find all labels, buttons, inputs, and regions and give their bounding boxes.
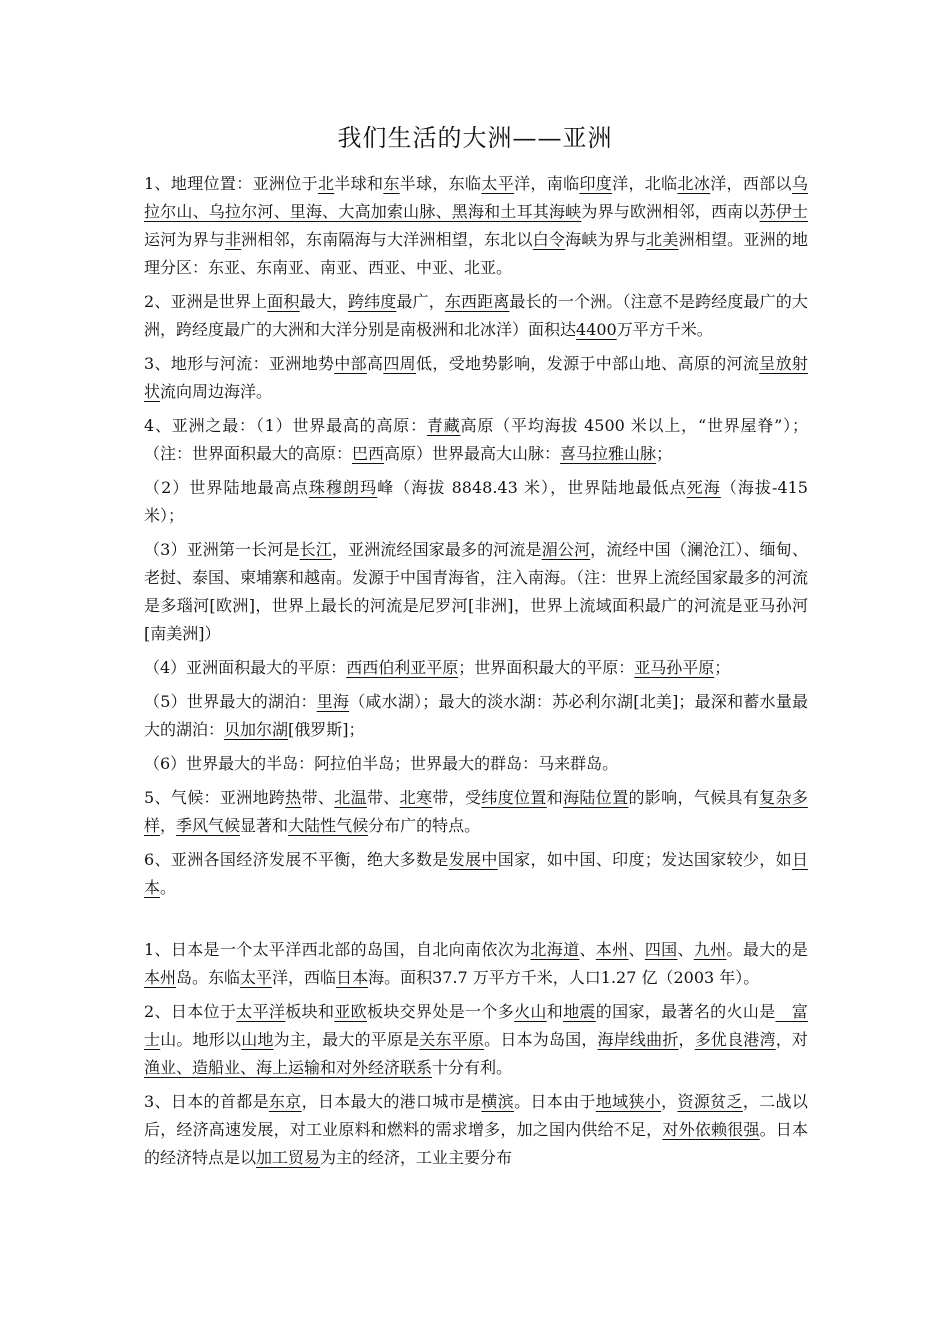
underlined-term: 复杂多样 <box>144 788 808 835</box>
text-run: 、 <box>628 940 645 959</box>
underlined-term: 四国 <box>644 940 678 959</box>
text-run: 3、地形与河流：亚洲地势 <box>144 354 335 373</box>
text-run: 高原（平均海拔 4500 米以上，“世界屋脊”）；（注：世界面积最大的高原： <box>144 416 808 463</box>
text-run: ； <box>656 444 673 463</box>
text-run: 低，受地势影响，发源于中部山地、高原的河流 <box>416 354 760 373</box>
text-run: 、 <box>677 940 694 959</box>
underlined-term: 珠穆朗玛 <box>308 478 378 497</box>
text-run: 十分有利。 <box>432 1058 513 1077</box>
text-run: 岛。东临 <box>176 968 241 987</box>
underlined-term: 四周 <box>383 354 417 373</box>
underlined-term: 海岸线曲折 <box>597 1030 679 1049</box>
underlined-term: 山地 <box>241 1030 274 1049</box>
text-run: ； <box>714 658 731 677</box>
underlined-term: 本州 <box>144 968 177 987</box>
text-run: 山。地形以 <box>160 1030 242 1049</box>
section-asia <box>144 170 808 902</box>
text-run: （4）亚洲面积最大的平原： <box>144 658 347 677</box>
underlined-term: 九州 <box>693 940 727 959</box>
text-run: 5、气候：亚洲地跨 <box>144 788 286 807</box>
text-run: 、 <box>579 940 596 959</box>
text-run: 6、亚洲各国经济发展不平衡，绝大多数是 <box>144 850 449 869</box>
text-run: ， <box>661 1092 678 1111</box>
text-run: 高原）世界最高大山脉： <box>384 444 561 463</box>
underlined-term: 中部 <box>334 354 367 373</box>
text-run: ，二战以后，经济高速发展，对工业原料和燃料的需求增多，加之国内供给不足， <box>144 1092 808 1139</box>
text-run: 。日本由于 <box>514 1092 596 1111</box>
text-run: 板块和 <box>285 1002 335 1021</box>
underlined-term: 印度 <box>579 174 613 193</box>
underlined-term: 4400 <box>576 320 617 339</box>
text-run: ， <box>160 816 177 835</box>
text-run: 4、亚洲之最：（1）世界最高的高原： <box>144 416 427 435</box>
underlined-term: 面积 <box>267 292 300 311</box>
text-run: 显著和 <box>240 816 289 835</box>
underlined-term: 北寒 <box>399 788 433 807</box>
underlined-term: 北 <box>317 174 335 193</box>
underlined-term: 北美 <box>646 230 679 249</box>
text-run: （6）世界最大的半岛：阿拉伯半岛；世界最大的群岛：马来群岛。 <box>144 754 619 773</box>
text-run: ， <box>678 1030 695 1049</box>
text-run: [俄罗斯]； <box>288 720 365 739</box>
text-run: 高 <box>367 354 384 373</box>
underlined-term: 北温 <box>334 788 367 807</box>
underlined-term: 大陆性气候 <box>288 816 369 835</box>
underlined-term: 苏伊士 <box>759 202 808 221</box>
text-run: ，对 <box>775 1030 808 1049</box>
paragraph <box>144 1088 808 1172</box>
paragraph <box>144 688 808 744</box>
underlined-term: 热 <box>285 788 302 807</box>
text-run: （咸水湖）；最大的淡水湖：苏必利尔湖[北美]；最深和蓄水量最大的湖泊： <box>144 692 808 739</box>
paragraph <box>144 350 808 406</box>
underlined-term: 巴西 <box>352 444 385 463</box>
underlined-term: 日本 <box>144 850 808 897</box>
underlined-term: 东 <box>383 174 400 193</box>
text-run: 带、 <box>301 788 335 807</box>
underlined-term: 青藏 <box>426 416 461 435</box>
text-run: 洋，西部以 <box>710 174 792 193</box>
underlined-term: 地震 <box>563 1002 596 1021</box>
text-run: 最大， <box>299 292 348 311</box>
text-run: 洲相邻，东南隔海与大洋洲相望，东北以 <box>241 230 533 249</box>
underlined-term: 本州 <box>595 940 629 959</box>
text-run: 。日本的经济特点是以 <box>144 1120 808 1167</box>
text-run: 洋，北临 <box>612 174 678 193</box>
underlined-term: 长江 <box>299 540 332 559</box>
text-run: 运河为界与 <box>144 230 225 249</box>
text-run: 半球和 <box>334 174 384 193</box>
underlined-term: 白令 <box>532 230 566 249</box>
text-run: 带，受 <box>432 788 482 807</box>
underlined-term: 地域狭小 <box>595 1092 662 1111</box>
text-run: 半球，东临 <box>399 174 482 193</box>
underlined-term: 太平洋 <box>236 1002 286 1021</box>
text-run: 洋，西临 <box>272 968 337 987</box>
document-title: 我们生活的大洲——亚洲 <box>337 124 613 152</box>
text-run: 的国家，最著名的火山是 <box>595 1002 776 1021</box>
text-run: 板块交界处是一个多 <box>366 1002 515 1021</box>
document-body <box>144 170 808 1178</box>
text-run: 1、地理位置：亚洲位于 <box>144 174 318 193</box>
underlined-term: 资源贫乏 <box>677 1092 743 1111</box>
underlined-term: 非 <box>225 230 242 249</box>
underlined-term: 纬度位置 <box>481 788 547 807</box>
underlined-term: 渔业、造船业、海上运输和对外经济联系 <box>144 1058 433 1077</box>
underlined-term: 跨纬度 <box>348 292 397 311</box>
text-run: （5）世界最大的湖泊： <box>144 692 317 711</box>
text-run: 带、 <box>366 788 400 807</box>
paragraph <box>144 412 808 468</box>
underlined-term: 太平 <box>240 968 273 987</box>
section-gap <box>144 908 808 936</box>
text-run: 2、亚洲是世界上 <box>144 292 268 311</box>
text-run: ，亚洲流经国家最多的河流是 <box>331 540 542 559</box>
underlined-term: 呈放射状 <box>144 354 808 401</box>
underlined-term: 死海 <box>686 478 721 497</box>
text-run: （3）亚洲第一长河是 <box>144 540 300 559</box>
text-run: 最长的一个洲。（注意不是跨经度最广的大洲，跨经度最广的大洲和大洋分别是南极洲和北冰洋）面积达 <box>144 292 808 339</box>
paragraph <box>144 474 808 530</box>
paragraph <box>144 998 808 1082</box>
underlined-term: 横滨 <box>481 1092 515 1111</box>
text-run: 为主，最大的平原是 <box>273 1030 420 1049</box>
text-run: ，日本最大的港口城市是 <box>301 1092 482 1111</box>
underlined-term: 东西距离 <box>444 292 510 311</box>
text-run: 国家，如中国、印度；发达国家较少，如 <box>497 850 792 869</box>
underlined-term: 日本 <box>336 968 369 987</box>
underlined-term: 贝加尔湖 <box>224 720 289 739</box>
underlined-term: 东京 <box>268 1092 302 1111</box>
underlined-term: 加工贸易 <box>256 1148 321 1167</box>
underlined-term: 亚欧 <box>334 1002 367 1021</box>
paragraph <box>144 784 808 840</box>
underlined-term: 北冰 <box>677 174 711 193</box>
text-run: 2、日本位于 <box>144 1002 237 1021</box>
paragraph <box>144 750 808 778</box>
text-run: 。 <box>160 878 177 897</box>
paragraph <box>144 846 808 902</box>
paragraph <box>144 654 808 682</box>
text-run: ，流经中国（澜沧江）、缅甸、老挝、泰国、柬埔寨和越南。发源于中国青海省，注入南海。（注：世界上流经国家最多的河流是多瑙河[欧洲]，世界上最长的河流是尼罗河[非洲]，世界上流域面积最广的河流是亚马孙河[南美洲]） <box>144 540 809 643</box>
paragraph <box>144 288 808 344</box>
text-run: 最广， <box>396 292 445 311</box>
text-run: 1、日本是一个太平洋西北部的岛国，自北向南依次为 <box>144 940 531 959</box>
underlined-term: 太平 <box>481 174 515 193</box>
text-run: 和 <box>546 788 564 807</box>
text-run: （2）世界陆地最高点 <box>144 478 309 497</box>
underlined-term: 西西伯利亚平原 <box>346 658 459 677</box>
underlined-term: 关东平原 <box>419 1030 485 1049</box>
underlined-term: 海陆位置 <box>563 788 629 807</box>
text-run: 洲相望。亚洲的地理分区：东亚、东南亚、南亚、西亚、中亚、北亚。 <box>144 230 808 277</box>
underlined-term: 湄公河 <box>541 540 591 559</box>
text-run: 。最大的是 <box>726 940 808 959</box>
underlined-term: 发展中 <box>448 850 498 869</box>
text-run: 海。面积37.7 万平方千米，人口1.27 亿（2003 年）。 <box>368 968 760 987</box>
text-run: 为主的经济，工业主要分布 <box>320 1148 513 1167</box>
underlined-term: 富士 <box>144 1002 808 1049</box>
underlined-term: 季风气候 <box>176 816 241 835</box>
text-run: 流向周边海洋。 <box>160 382 273 401</box>
text-run: 洋，南临 <box>514 174 580 193</box>
underlined-term: 喜马拉雅山脉 <box>560 444 657 463</box>
text-run: 的影响，气候具有 <box>628 788 760 807</box>
text-run: 分布广的特点。 <box>368 816 481 835</box>
paragraph <box>144 170 808 282</box>
underlined-term: 亚马孙平原 <box>634 658 715 677</box>
underlined-term: 火山 <box>514 1002 547 1021</box>
text-run: 为界与欧洲相邻，西南以 <box>581 202 760 221</box>
underlined-term: 里海 <box>316 692 350 711</box>
text-run: ；世界面积最大的平原： <box>458 658 635 677</box>
text-run: 。日本为岛国， <box>484 1030 598 1049</box>
text-run: 3、日本的首都是 <box>144 1092 269 1111</box>
section-japan <box>144 936 808 1172</box>
text-run: 和 <box>546 1002 564 1021</box>
text-run: 海峡为界与 <box>565 230 647 249</box>
text-run: （海拔-415 米）； <box>144 478 808 525</box>
underlined-term: 北海道 <box>530 940 580 959</box>
underlined-term: 乌拉尔山、乌拉尔河、里海、大高加索山脉、黑海和土耳其海峡 <box>144 174 808 221</box>
text-run: 万平方千米。 <box>616 320 713 339</box>
underlined-term: 多优良港湾 <box>694 1030 776 1049</box>
paragraph <box>144 936 808 992</box>
paragraph <box>144 536 808 648</box>
underlined-term: 对外依赖很强 <box>662 1120 760 1139</box>
text-run: 峰（海拔 8848.43 米），世界陆地最低点 <box>377 478 687 497</box>
